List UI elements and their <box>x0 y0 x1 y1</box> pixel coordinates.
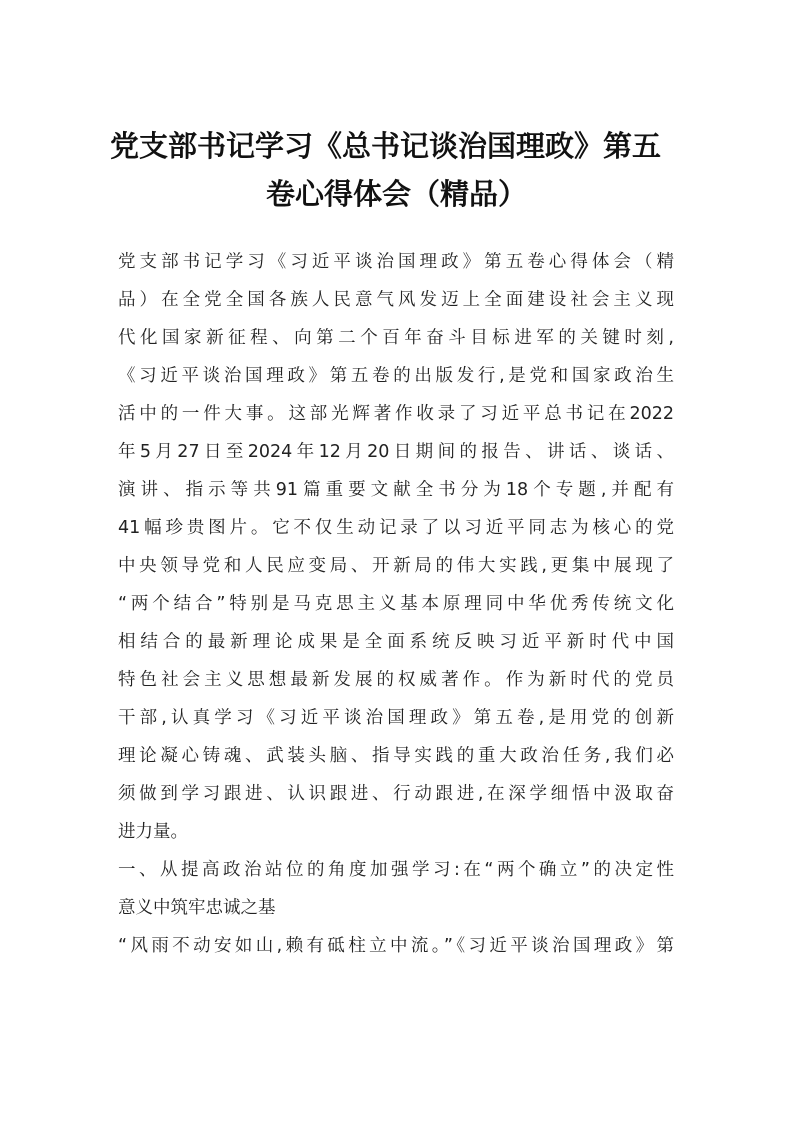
section-heading-line: 一、从提高政治站位的角度加强学习:在“两个确立”的决定性 <box>118 860 674 880</box>
body-line: 代化国家新征程、向第二个百年奋斗目标进军的关键时刻, <box>118 328 674 348</box>
body-line: 年5月27日至2024年12月20日期间的报告、讲话、谈话、 <box>118 442 674 462</box>
body-line: 理论凝心铸魂、武装头脑、指导实践的重大政治任务,我们必 <box>118 746 674 766</box>
body-line: “风雨不动安如山,赖有砥柱立中流。”《习近平谈治国理政》第 <box>118 936 674 956</box>
body-line: 相结合的最新理论成果是全面系统反映习近平新时代中国 <box>118 632 674 652</box>
body-line: 中央领导党和人民应变局、开新局的伟大实践,更集中展现了 <box>118 556 674 576</box>
body-line: 活中的一件大事。这部光辉著作收录了习近平总书记在2022 <box>118 404 674 424</box>
body-line: 须做到学习跟进、认识跟进、行动跟进,在深学细悟中汲取奋 <box>118 784 674 804</box>
body-line: 干部,认真学习《习近平谈治国理政》第五卷,是用党的创新 <box>118 708 674 728</box>
section-heading-line: 意义中筑牢忠诚之基 <box>118 898 276 918</box>
body-line: 党支部书记学习《习近平谈治国理政》第五卷心得体会（精 <box>118 252 674 272</box>
body-line: 演讲、指示等共91篇重要文献全书分为18个专题,并配有 <box>118 480 674 500</box>
body-line: 41幅珍贵图片。它不仅生动记录了以习近平同志为核心的党 <box>118 518 674 538</box>
body-line: 进力量。 <box>118 822 188 842</box>
body-line: “两个结合”特别是马克思主义基本原理同中华优秀传统文化 <box>118 594 674 614</box>
body-line: 品）在全党全国各族人民意气风发迈上全面建设社会主义现 <box>118 290 674 310</box>
body-line: 特色社会主义思想最新发展的权威著作。作为新时代的党员 <box>118 670 674 690</box>
body-line: 《习近平谈治国理政》第五卷的出版发行,是党和国家政治生 <box>118 366 674 386</box>
document-title-line-1: 党支部书记学习《总书记谈治国理政》第五 <box>110 129 662 163</box>
document-title-line-2: 卷心得体会（精品） <box>265 177 527 211</box>
